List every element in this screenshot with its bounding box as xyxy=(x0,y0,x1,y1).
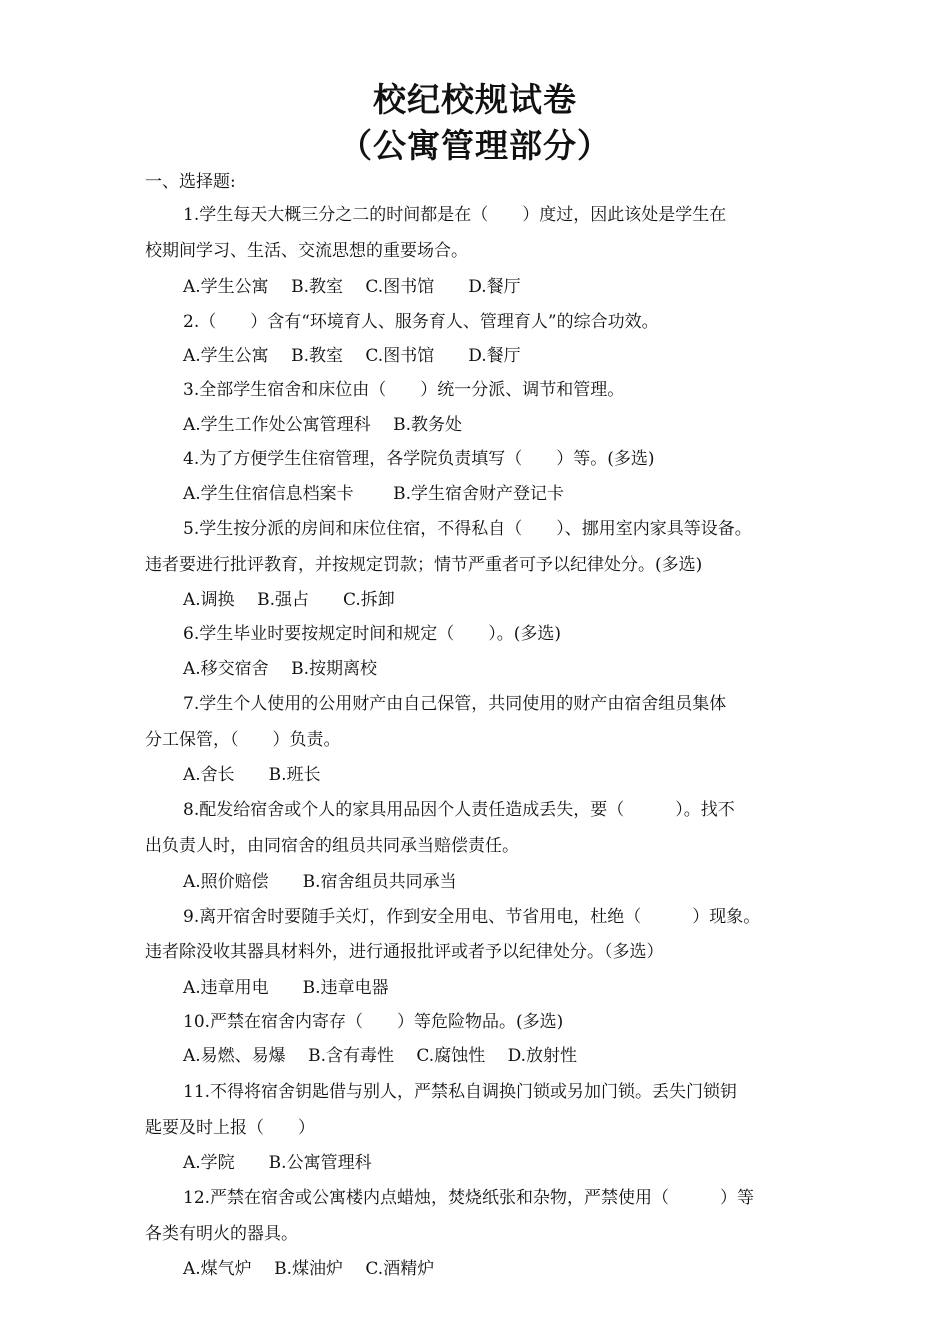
options-line: A.学生公寓 B.教室 C.图书馆 D.餐厅 xyxy=(183,346,521,366)
options-line: A.照价赔偿 B.宿舍组员共同承当 xyxy=(183,872,457,892)
question-line: 匙要及时上报（ ） xyxy=(145,1118,315,1138)
question-line: 违者除没收其器具材料外，进行通报批评或者予以纪律处分。（多选） xyxy=(145,942,664,962)
question-line: 4.为了方便学生住宿管理，各学院负责填写（ ）等。(多选) xyxy=(183,449,655,469)
question-line: 5.学生按分派的房间和床位住宿，不得私自（ ）、挪用室内家具等设备。 xyxy=(183,519,752,539)
options-line: A.违章用电 B.违章电器 xyxy=(183,978,389,998)
options-line: A.舍长 B.班长 xyxy=(183,765,321,785)
question-line: 校期间学习、生活、交流思想的重要场合。 xyxy=(145,241,468,261)
section-heading: 一、选择题: xyxy=(145,172,236,192)
options-line: A.煤气炉 B.煤油炉 C.酒精炉 xyxy=(183,1259,435,1279)
question-line: 8.配发给宿舍或个人的家具用品因个人责任造成丢失，要（ ）。找不 xyxy=(183,800,735,820)
options-line: A.移交宿舍 B.按期离校 xyxy=(183,659,377,679)
options-line: A.学院 B.公寓管理科 xyxy=(183,1153,372,1173)
options-line: A.学生工作处公寓管理科 B.教务处 xyxy=(183,415,462,435)
page-title: 校纪校规试卷 xyxy=(373,80,577,119)
options-line: A.易燃、易爆 B.含有毒性 C.腐蚀性 D.放射性 xyxy=(183,1046,578,1066)
question-line: 3.全部学生宿舍和床位由（ ）统一分派、调节和管理。 xyxy=(183,380,625,400)
question-line: 12.严禁在宿舍或公寓楼内点蜡烛，焚烧纸张和杂物，严禁使用（ ）等 xyxy=(183,1188,755,1208)
page-subtitle: （公寓管理部分） xyxy=(339,126,611,165)
question-line: 2.（ ）含有“环境育人、服务育人、管理育人”的综合功效。 xyxy=(183,312,659,332)
options-line: A.调换 B.强占 C.拆卸 xyxy=(183,590,395,610)
question-line: 出负责人时，由同宿舍的组员共同承当赔偿责任。 xyxy=(145,836,519,856)
question-line: 分工保管，（ ）负责。 xyxy=(145,730,341,750)
question-line: 违者要进行批评教育，并按规定罚款；情节严重者可予以纪律处分。(多选) xyxy=(145,555,703,575)
question-line: 1.学生每天大概三分之二的时间都是在（ ）度过，因此该处是学生在 xyxy=(183,205,727,225)
options-line: A.学生住宿信息档案卡 B.学生宿舍财产登记卡 xyxy=(183,484,564,504)
question-line: 11.不得将宿舍钥匙借与别人，严禁私自调换门锁或另加门锁。丢失门锁钥 xyxy=(183,1082,738,1102)
question-line: 9.离开宿舍时要随手关灯，作到安全用电、节省用电，杜绝（ ）现象。 xyxy=(183,907,761,927)
options-line: A.学生公寓 B.教室 C.图书馆 D.餐厅 xyxy=(183,277,521,297)
question-line: 6.学生毕业时要按规定时间和规定（ ）。(多选) xyxy=(183,624,561,644)
question-line: 10.严禁在宿舍内寄存（ ）等危险物品。(多选) xyxy=(183,1012,564,1032)
question-line: 7.学生个人使用的公用财产由自己保管，共同使用的财产由宿舍组员集体 xyxy=(183,694,727,714)
question-line: 各类有明火的器具。 xyxy=(145,1224,298,1244)
